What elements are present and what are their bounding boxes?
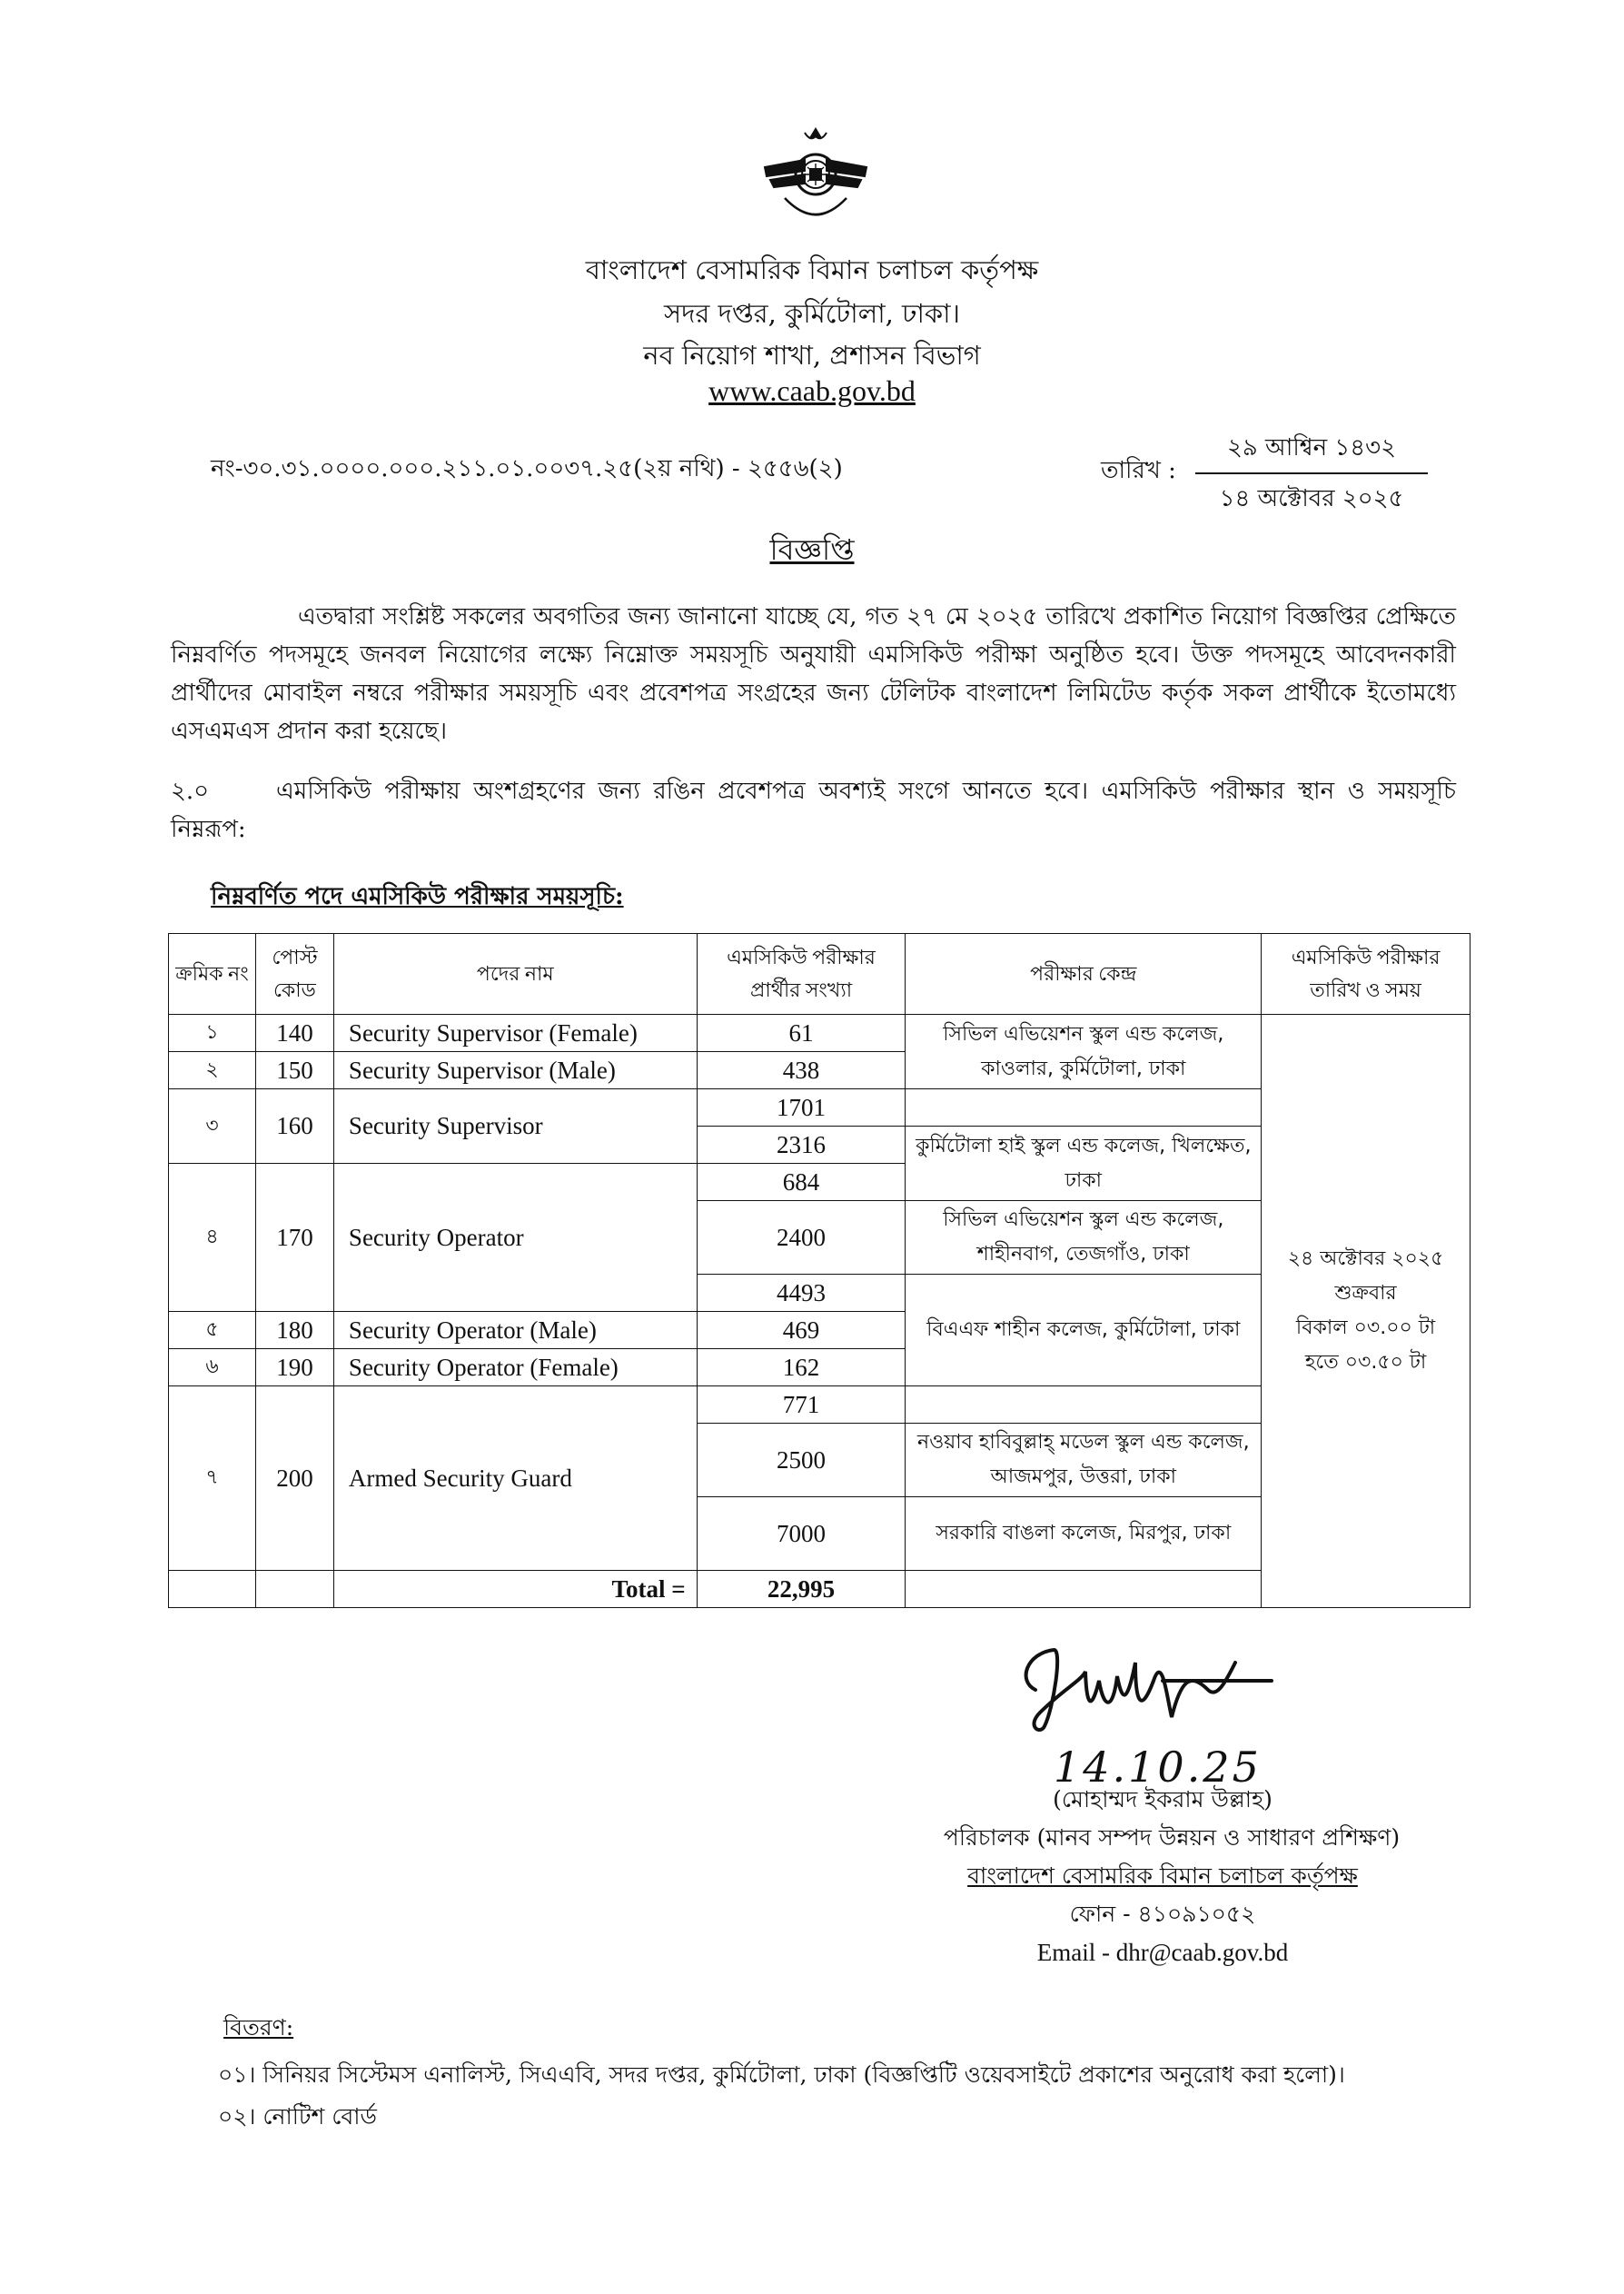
post-name-cell: Security Operator (Male) [333, 1312, 697, 1349]
signature-date: 14.10.25 [1054, 1743, 1262, 1792]
candidates-cell: 438 [697, 1052, 906, 1089]
post-code-cell: 200 [255, 1386, 333, 1571]
serial-cell: ৫ [169, 1312, 256, 1349]
serial-cell: ৭ [169, 1386, 256, 1571]
serial-cell: ৩ [169, 1089, 256, 1164]
distribution-title: বিতরণ: [223, 2014, 294, 2041]
header-datetime: এমসিকিউ পরীক্ষার তারিখ ও সময় [1262, 934, 1471, 1015]
notice-title: বিজ্ঞপ্তি [769, 532, 855, 567]
paragraph-2-text: এমসিকিউ পরীক্ষায় অংশগ্রহণের জন্য রঙিন প্রবেশপত্র অবশ্যই সংগে আনতে হবে। এমসিকিউ পরীক্ষার স্থান ও সময়সূচি নিম্নরূপ: [171, 778, 1456, 843]
post-name-cell: Security Supervisor [333, 1089, 697, 1164]
date-english: ১৪ অক্টোবর ২০২৫ [1219, 485, 1404, 512]
handwritten-signature [999, 1626, 1290, 1753]
schedule-title: নিম্নবর্ণিত পদে এমসিকিউ পরীক্ষার সময়সূচি: [211, 883, 624, 910]
total-label: Total = [333, 1571, 697, 1608]
candidates-cell: 2400 [697, 1201, 906, 1275]
table-header-row [169, 934, 1471, 1015]
empty-cell [255, 1571, 333, 1608]
office-address: সদর দপ্তর, কুর্মিটোলা, ঢাকা। [664, 298, 960, 329]
post-name-cell: Security Operator (Female) [333, 1349, 697, 1386]
post-name-cell: Security Supervisor (Male) [333, 1052, 697, 1089]
header-post-name: পদের নাম [333, 934, 697, 1015]
empty-cell [906, 1571, 1262, 1608]
post-name-cell: Security Supervisor (Female) [333, 1015, 697, 1052]
signatory-phone: ফোন - ৪১০৯১০৫২ [1069, 1901, 1256, 1927]
total-value: 22,995 [697, 1571, 906, 1608]
website-link[interactable]: www.caab.gov.bd [708, 374, 916, 407]
exam-time-from: বিকাল ০৩.০০ টা [1295, 1316, 1436, 1339]
candidates-cell: 162 [697, 1349, 906, 1386]
date-label: তারিখ : [1101, 457, 1176, 484]
candidates-cell: 61 [697, 1015, 906, 1052]
centre-cell: বিএএফ শাহীন কলেজ, কুর্মিটোলা, ঢাকা [906, 1275, 1262, 1386]
schedule-table [168, 933, 1471, 1608]
serial-cell: ৬ [169, 1349, 256, 1386]
signatory-email[interactable]: Email - dhr@caab.gov.bd [1036, 1939, 1289, 1966]
memo-ref-no: নং-৩০.৩১.০০০০.০০০.২১১.০১.০০৩৭.২৫(২য় নথি) - ২৫৫৬(২) [211, 455, 843, 482]
centre-cell-empty [906, 1089, 1262, 1127]
candidates-cell: 7000 [697, 1497, 906, 1571]
signatory-name: (মোহাম্মদ ইকরাম উল্লাহ) [1053, 1786, 1272, 1812]
post-code-cell: 140 [255, 1015, 333, 1052]
org-name: বাংলাদেশ বেসামরিক বিমান চলাচল কর্তৃপক্ষ [585, 254, 1039, 285]
post-code-cell: 180 [255, 1312, 333, 1349]
header-candidates: এমসিকিউ পরীক্ষার প্রার্থীর সংখ্যা [697, 934, 906, 1015]
serial-cell: ৪ [169, 1164, 256, 1312]
exam-day: শুক্রবার [1334, 1282, 1397, 1305]
memo-date [1195, 429, 1428, 520]
candidates-cell: 469 [697, 1312, 906, 1349]
serial-cell: ১ [169, 1015, 256, 1052]
post-code-cell: 150 [255, 1052, 333, 1089]
notice-paragraph-1: এতদ্বারা সংশ্লিষ্ট সকলের অবগতির জন্য জানানো যাচ্ছে যে, গত ২৭ মে ২০২৫ তারিখে প্রকাশিত নিয়োগ বিজ্ঞপ্তির প্রেক্ষিতে নিম্নবর্ণিত পদসমূহে জনবল নিয়োগের লক্ষ্যে নিম্নোক্ত সময়সূচি অনুযায়ী এমসিকিউ পরীক্ষা অনুষ্ঠিত হবে। উক্ত পদসমূহে আবেদনকারী প্রার্থীদের মোবাইল নম্বরে পরীক্ষার সময়সূচি এবং প্রবেশপত্র সংগ্রহের জন্য টেলিটক বাংলাদেশ লিমিটেড কর্তৃক সকল প্রার্থীকে ইতোমধ্যে এসএমএস প্রদান করা হয়েছে। [171, 603, 1456, 745]
table-row [169, 1015, 1471, 1052]
signatory-org: বাংলাদেশ বেসামরিক বিমান চলাচল কর্তৃপক্ষ [967, 1862, 1358, 1889]
notice-paragraph-2 [171, 772, 1456, 849]
candidates-cell: 4493 [697, 1275, 906, 1312]
exam-date: ২৪ অক্টোবর ২০২৫ [1287, 1247, 1444, 1270]
paragraph-number: ২.০ [171, 778, 210, 805]
post-code-cell: 170 [255, 1164, 333, 1312]
distribution-item: ০১। সিনিয়র সিস্টেমস এনালিস্ট, সিএএবি, সদর দপ্তর, কুর্মিটোলা, ঢাকা (বিজ্ঞপ্তিটি ওয়েবসাইটে প্রকাশের অনুরোধ করা হলো)। [218, 2061, 1345, 2088]
exam-datetime-cell [1262, 1015, 1471, 1608]
header-post-code: পোস্ট কোড [255, 934, 333, 1015]
centre-cell: সিভিল এভিয়েশন স্কুল এন্ড কলেজ, কাওলার, কুর্মিটোলা, ঢাকা [906, 1015, 1262, 1089]
centre-cell: কুর্মিটোলা হাই স্কুল এন্ড কলেজ, খিলক্ষেত, ঢাকা [906, 1127, 1262, 1201]
header-centre: পরীক্ষার কেন্দ্র [906, 934, 1262, 1015]
candidates-cell: 1701 [697, 1089, 906, 1127]
branch-name: নব নিয়োগ শাখা, প্রশাসন বিভাগ [643, 340, 981, 371]
empty-cell [169, 1571, 256, 1608]
centre-cell-empty [906, 1386, 1262, 1424]
exam-time-to: হতে ০৩.৫০ টা [1304, 1351, 1427, 1374]
caab-logo [758, 125, 874, 233]
centre-cell: সিভিল এভিয়েশন স্কুল এন্ড কলেজ, শাহীনবাগ, তেজগাঁও, ঢাকা [906, 1201, 1262, 1275]
centre-cell: নওয়াব হাবিবুল্লাহ্ মডেল স্কুল এন্ড কলেজ, আজমপুর, উত্তরা, ঢাকা [906, 1424, 1262, 1497]
header-serial: ক্রমিক নং [169, 934, 256, 1015]
post-name-cell: Armed Security Guard [333, 1386, 697, 1571]
candidates-cell: 771 [697, 1386, 906, 1424]
post-name-cell: Security Operator [333, 1164, 697, 1312]
serial-cell: ২ [169, 1052, 256, 1089]
candidates-cell: 2500 [697, 1424, 906, 1497]
post-code-cell: 190 [255, 1349, 333, 1386]
date-bangla: ২৯ আশ্বিন ১৪৩২ [1195, 429, 1428, 474]
candidates-cell: 2316 [697, 1127, 906, 1164]
centre-cell: সরকারি বাঙলা কলেজ, মিরপুর, ঢাকা [906, 1497, 1262, 1571]
distribution-item: ০২। নোটিশ বোর্ড [218, 2103, 377, 2130]
post-code-cell: 160 [255, 1089, 333, 1164]
signatory-designation: পরিচালক (মানব সম্পদ উন্নয়ন ও সাধারণ প্রশিক্ষণ) [943, 1824, 1401, 1851]
candidates-cell: 684 [697, 1164, 906, 1201]
